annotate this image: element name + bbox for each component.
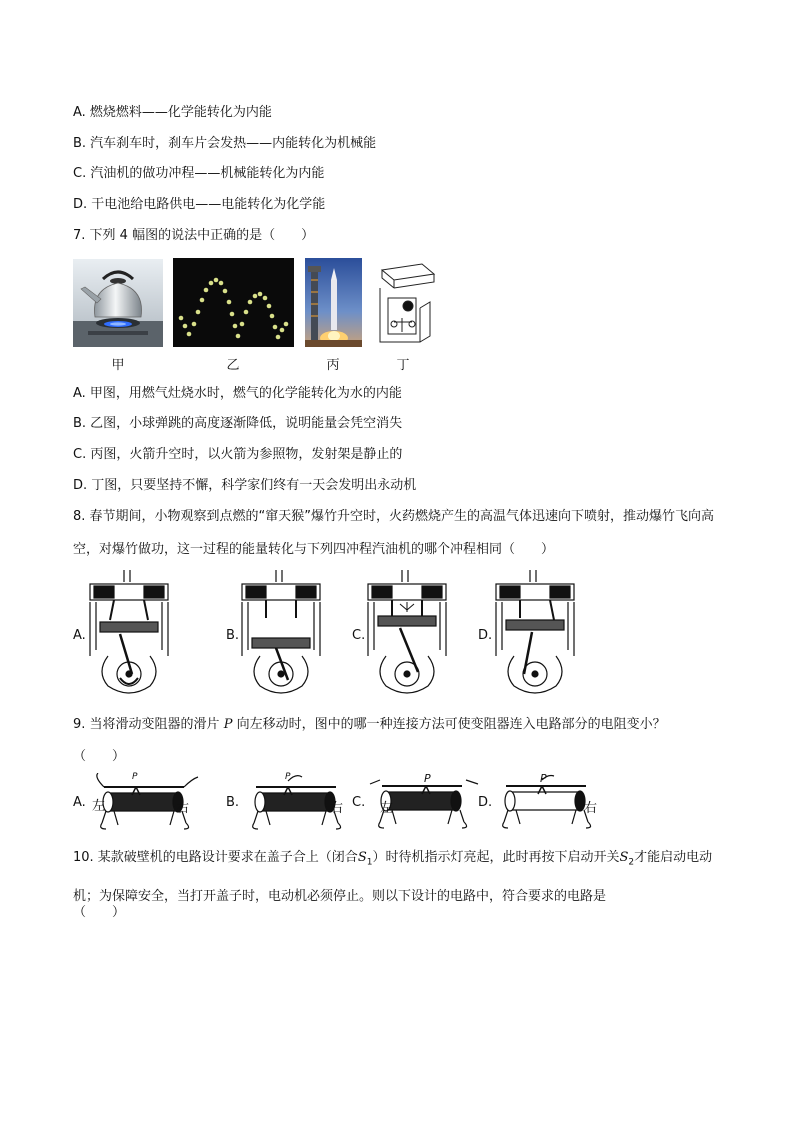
- q9-b-right-label: 右: [330, 801, 344, 816]
- q9-slider-variable: P: [223, 717, 233, 732]
- caption-jia: 甲: [111, 358, 125, 373]
- caption-ding: 丁: [396, 358, 410, 373]
- q8-label-c: C.: [352, 628, 366, 643]
- perpetual-motion-drawing: [372, 262, 438, 346]
- q9-stem: [73, 716, 666, 734]
- q10-stem-part-b: ）时待机指示灯亮起，此时再按下启动开关: [372, 850, 620, 865]
- engine-diagram-a: [84, 568, 174, 698]
- q10-stem-part-c: 才能启动电动机；为保障安全，当打开盖子时，电动机必须停止。则以下设计的电路中，符合要求的电路是: [73, 850, 713, 904]
- q6-option-b: B. 汽车刹车时，刹车片会发热——内能转化为机械能: [73, 136, 377, 151]
- q7-option-a: A. 甲图，用燃气灶烧水时，燃气的化学能转化为水的内能: [73, 386, 402, 401]
- engine-diagram-b: [236, 568, 326, 698]
- q6-option-d: D. 干电池给电路供电——电能转化为化学能: [73, 197, 326, 212]
- q9-label-c: C.: [352, 795, 366, 810]
- q9-c-left-label: 左: [380, 801, 394, 816]
- q9-a-slider-label: P: [132, 772, 138, 782]
- q7-option-c: C. 丙图，火箭升空时，以火箭为参照物，发射架是静止的: [73, 447, 403, 462]
- q6-option-c: C. 汽油机的做功冲程——机械能转化为内能: [73, 166, 325, 181]
- q8-stem: 8. 春节期间，小物观察到点燃的“窜天猴”爆竹升空时，火药燃烧产生的高温气体迅速向下喷射，推动爆竹飞向高空，对爆竹做功，这一过程的能量转化与下列四冲程汽油机的哪个冲程相同（ ）: [73, 509, 715, 557]
- q9-d-right-label: 右: [584, 801, 598, 816]
- q6-option-a: A. 燃烧燃料——化学能转化为内能: [73, 105, 272, 120]
- q9-d-slider-label: P: [540, 772, 547, 785]
- caption-yi: 乙: [226, 358, 240, 373]
- q8-label-d: D.: [478, 628, 493, 643]
- rocket-launch-photo: [305, 258, 362, 347]
- q10-switch-s2: S: [619, 850, 629, 865]
- q10-switch-s2-sub: 2: [628, 857, 635, 868]
- q8-label-b: B.: [226, 628, 240, 643]
- q9-a-right-label: 右: [176, 801, 190, 816]
- q9-b-slider-label: P: [285, 772, 291, 782]
- q9-label-a: A.: [73, 795, 86, 810]
- q10-blank: （ ）: [73, 905, 126, 920]
- q10-switch-s1: S: [357, 850, 367, 865]
- q9-stem-part-a: 9. 当将滑动变阻器的滑片: [73, 717, 220, 732]
- q8-label-a: A.: [73, 628, 86, 643]
- q9-c-slider-label: P: [424, 772, 431, 785]
- q9-a-left-label: 左: [92, 799, 106, 814]
- q10-stem-part-a: 10. 某款破壁机的电路设计要求在盖子合上（闭合: [73, 850, 358, 865]
- engine-diagram-c: [362, 568, 452, 698]
- bouncing-ball-photo: [173, 258, 294, 347]
- q7-option-b: B. 乙图，小球弹跳的高度逐渐降低，说明能量会凭空消失: [73, 416, 403, 431]
- caption-bing: 丙: [326, 358, 340, 373]
- q7-option-d: D. 丁图，只要坚持不懈，科学家们终有一天会发明出永动机: [73, 478, 417, 493]
- q10-switch-s1-sub: 1: [366, 857, 373, 868]
- q9-stem-part-b: 向左移动时，图中的哪一种连接方法可使变阻器连入电路部分的电阻变小？: [236, 717, 666, 732]
- engine-diagram-d: [490, 568, 580, 698]
- q9-blank: （ ）: [73, 749, 126, 764]
- q10-stem: [73, 841, 721, 913]
- q7-stem: 7. 下列 4 幅图的说法中正确的是（ ）: [73, 228, 315, 243]
- kettle-photo: [73, 259, 163, 347]
- q9-label-d: D.: [478, 795, 493, 810]
- q9-label-b: B.: [226, 795, 240, 810]
